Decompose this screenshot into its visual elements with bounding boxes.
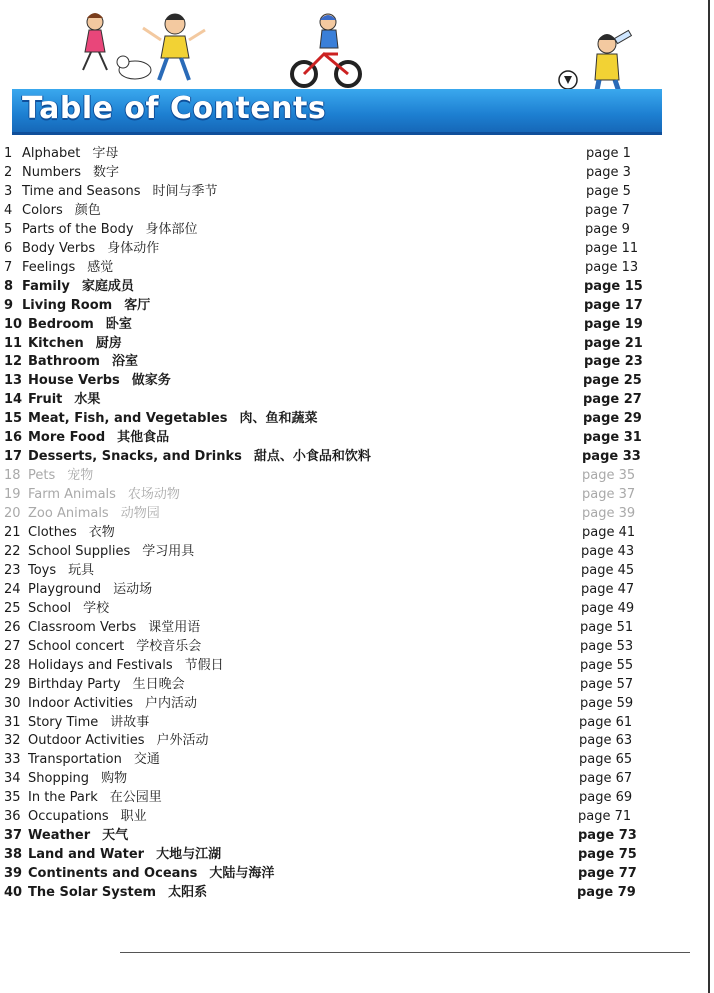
entry-number: 26 (4, 619, 21, 635)
entry-page-number: page 37 (582, 487, 636, 503)
entry-page-number: page 15 (584, 278, 643, 294)
entry-chinese-title: 其他食品 (117, 430, 170, 446)
entry-chinese-title: 浴室 (111, 354, 138, 370)
toc-entry (0, 599, 680, 618)
entry-number: 33 (4, 752, 21, 768)
entry-title: School concert (28, 638, 125, 654)
entry-chinese-title: 宠物 (67, 468, 94, 484)
entry-title: Transportation (28, 752, 122, 768)
toc-entry (0, 883, 680, 902)
toc-entry (0, 769, 680, 788)
entry-number: 1 (4, 146, 13, 161)
entry-number: 7 (4, 259, 13, 275)
entry-page-number: page 57 (580, 676, 634, 692)
entry-chinese-title: 节假日 (184, 657, 224, 673)
entry-chinese-title: 厨房 (95, 335, 122, 351)
entry-title: The Solar System (28, 885, 157, 901)
entry-chinese-title: 字母 (92, 146, 119, 161)
toc-entry (0, 826, 680, 845)
toc-entry (0, 694, 680, 713)
header (0, 0, 714, 140)
entry-title: Living Room (22, 297, 113, 313)
toc-entry (0, 561, 680, 580)
entry-number: 24 (4, 581, 21, 597)
entry-number: 36 (4, 809, 21, 825)
entry-title: School Supplies (28, 543, 131, 559)
entry-page-number: page 61 (579, 714, 633, 730)
toc-entry (0, 144, 680, 163)
entry-title: Numbers (22, 164, 81, 180)
entry-number: 15 (4, 411, 23, 427)
entry-page-number: page 21 (584, 335, 643, 351)
entry-chinese-title: 户外活动 (156, 733, 209, 749)
entry-title: Birthday Party (28, 676, 121, 692)
toc-entry (0, 258, 680, 277)
entry-page-number: page 43 (581, 543, 635, 559)
entry-number: 21 (4, 525, 21, 540)
entry-chinese-title: 天气 (102, 828, 129, 844)
entry-number: 6 (4, 240, 13, 256)
entry-chinese-title: 做家务 (131, 373, 171, 389)
entry-chinese-title: 讲故事 (110, 714, 150, 730)
entry-title: Outdoor Activities (28, 733, 145, 749)
entry-title: Zoo Animals (28, 506, 109, 522)
entry-chinese-title: 动物园 (120, 506, 160, 522)
entry-page-number: page 59 (580, 695, 634, 711)
entry-number: 31 (4, 714, 21, 730)
entry-title: Body Verbs (22, 240, 96, 256)
toc-entry (0, 523, 680, 542)
entry-number: 14 (4, 392, 23, 408)
toc-entry (0, 220, 680, 239)
entry-number: 37 (4, 828, 23, 844)
entry-page-number: page 7 (585, 202, 630, 218)
entry-chinese-title: 大陆与海洋 (209, 866, 275, 882)
entry-number: 11 (4, 335, 23, 351)
entry-title: Parts of the Body (22, 221, 134, 237)
entry-page-number: page 69 (579, 790, 633, 806)
toc-entry (0, 845, 680, 864)
entry-title: Kitchen (28, 335, 84, 351)
entry-chinese-title: 在公园里 (109, 790, 162, 806)
toc-entry (0, 713, 680, 732)
entry-page-number: page 19 (584, 316, 643, 332)
toc-entry (0, 277, 680, 296)
entry-chinese-title: 课堂用语 (148, 619, 201, 635)
entry-page-number: page 29 (583, 411, 642, 427)
entry-chinese-title: 职业 (120, 809, 147, 825)
toc-entry (0, 788, 680, 807)
entry-number: 10 (4, 316, 23, 332)
entry-title: Alphabet (22, 146, 81, 161)
entry-number: 30 (4, 695, 21, 711)
entry-chinese-title: 学习用具 (142, 543, 195, 559)
entry-title: Farm Animals (28, 487, 116, 503)
entry-title: House Verbs (28, 373, 120, 389)
entry-title: Toys (28, 562, 57, 578)
entry-title: Story Time (28, 714, 99, 730)
entry-page-number: page 45 (581, 562, 635, 578)
entry-title: More Food (28, 430, 106, 446)
toc-entry (0, 163, 680, 182)
entry-number: 20 (4, 506, 21, 522)
toc-entry (0, 428, 680, 447)
entry-title: Occupations (28, 809, 109, 825)
entry-title: Holidays and Festivals (28, 657, 173, 673)
entry-title: Classroom Verbs (28, 619, 137, 635)
entry-number: 5 (4, 221, 13, 237)
entry-number: 19 (4, 487, 21, 503)
toc-entry (0, 731, 680, 750)
entry-title: Fruit (28, 392, 63, 408)
entry-page-number: page 49 (581, 600, 635, 616)
entry-chinese-title: 身体部位 (145, 221, 198, 237)
entry-chinese-title: 交通 (133, 752, 160, 768)
title-banner (12, 89, 662, 135)
entry-title: Clothes (28, 525, 77, 540)
entry-page-number: page 77 (578, 866, 637, 882)
entry-number: 22 (4, 543, 21, 559)
entry-page-number: page 33 (582, 449, 641, 465)
entry-page-number: page 31 (583, 430, 642, 446)
entry-chinese-title: 水果 (74, 392, 101, 408)
toc-entry (0, 580, 680, 599)
entry-page-number: page 51 (580, 619, 634, 635)
entry-number: 16 (4, 430, 23, 446)
entry-number: 29 (4, 676, 21, 692)
toc-entry (0, 618, 680, 637)
entry-number: 39 (4, 866, 23, 882)
entry-title: Weather (28, 828, 91, 844)
entry-page-number: page 67 (579, 771, 633, 787)
entry-chinese-title: 数字 (93, 164, 120, 180)
entry-chinese-title: 甜点、小食品和饮料 (253, 449, 371, 465)
entry-title: Bathroom (28, 354, 100, 370)
toc-entry (0, 542, 680, 561)
entry-title: Colors (22, 202, 63, 218)
entry-number: 8 (4, 278, 14, 294)
entry-title: Pets (28, 468, 56, 484)
toc-entry (0, 807, 680, 826)
bicycle-rider-illustration (288, 12, 368, 92)
children-dog-illustration (65, 10, 215, 90)
entry-page-number: page 53 (580, 638, 634, 654)
entry-chinese-title: 学校音乐会 (136, 638, 202, 654)
entry-chinese-title: 学校 (83, 600, 110, 616)
entry-title: Shopping (28, 771, 90, 787)
entry-number: 13 (4, 373, 23, 389)
entry-page-number: page 13 (585, 259, 639, 275)
toc-entry (0, 315, 680, 334)
entry-page-number: page 9 (585, 221, 630, 237)
entry-title: Family (22, 278, 70, 294)
entry-number: 25 (4, 600, 21, 616)
entry-chinese-title: 家庭成员 (81, 278, 134, 294)
entry-chinese-title: 身体动作 (107, 240, 160, 256)
entry-number: 4 (4, 202, 13, 218)
toc-entry (0, 239, 680, 258)
entry-number: 32 (4, 733, 21, 749)
entry-title: Time and Seasons (22, 183, 141, 199)
toc-entry (0, 201, 680, 220)
toc-entry (0, 352, 680, 371)
toc-entry (0, 334, 680, 353)
entry-chinese-title: 购物 (101, 771, 128, 787)
entry-page-number: page 41 (582, 525, 636, 540)
entry-title: Feelings (22, 259, 76, 275)
entry-number: 34 (4, 771, 21, 787)
toc-entry (0, 485, 680, 504)
entry-title: School (28, 600, 72, 616)
entry-page-number: page 11 (585, 240, 639, 256)
toc-entry (0, 390, 680, 409)
entry-chinese-title: 太阳系 (168, 885, 208, 901)
entry-page-number: page 73 (578, 828, 637, 844)
entry-page-number: page 65 (579, 752, 633, 768)
entry-title: Desserts, Snacks, and Drinks (28, 449, 242, 465)
toc-entry (0, 296, 680, 315)
entry-page-number: page 55 (580, 657, 634, 673)
entry-number: 27 (4, 638, 21, 654)
entry-number: 35 (4, 790, 21, 806)
entry-number: 40 (4, 885, 23, 901)
toc-entry (0, 504, 680, 523)
toc-entry (0, 864, 680, 883)
entry-page-number: page 63 (579, 733, 633, 749)
toc-entry (0, 637, 680, 656)
entry-page-number: page 3 (586, 164, 631, 180)
entry-chinese-title: 户内活动 (145, 695, 198, 711)
toc-entry (0, 675, 680, 694)
toc-entry (0, 466, 680, 485)
entry-number: 28 (4, 657, 21, 673)
entry-chinese-title: 大地与江湖 (156, 847, 222, 863)
entry-page-number: page 5 (586, 183, 631, 199)
entry-chinese-title: 卧室 (105, 316, 132, 332)
entry-number: 23 (4, 562, 21, 578)
entry-chinese-title: 衣物 (88, 525, 115, 540)
bottom-rule (120, 952, 690, 953)
entry-number: 3 (4, 183, 13, 199)
entry-title: Indoor Activities (28, 695, 134, 711)
entry-chinese-title: 时间与季节 (152, 183, 218, 199)
entry-page-number: page 79 (577, 885, 636, 901)
entry-chinese-title: 运动场 (113, 581, 153, 597)
entry-page-number: page 75 (578, 847, 637, 863)
entry-number: 17 (4, 449, 23, 465)
entry-chinese-title: 感觉 (87, 259, 114, 275)
page-title: Table of Contents (22, 91, 327, 126)
entry-title: Continents and Oceans (28, 866, 198, 882)
entry-chinese-title: 颜色 (74, 202, 101, 218)
toc-entry (0, 409, 680, 428)
toc-entry (0, 656, 680, 675)
entry-page-number: page 17 (584, 297, 643, 313)
entry-chinese-title: 客厅 (124, 297, 151, 313)
entry-title: In the Park (28, 790, 98, 806)
toc-entry (0, 447, 680, 466)
page-edge-line (708, 0, 710, 993)
entry-number: 18 (4, 468, 21, 484)
entry-page-number: page 25 (583, 373, 642, 389)
entry-number: 38 (4, 847, 23, 863)
entry-title: Meat, Fish, and Vegetables (28, 411, 228, 427)
entry-title: Land and Water (28, 847, 145, 863)
entry-page-number: page 27 (583, 392, 642, 408)
entry-chinese-title: 肉、鱼和蔬菜 (239, 411, 318, 427)
entry-chinese-title: 玩具 (68, 562, 95, 578)
toc-entry (0, 182, 680, 201)
entry-page-number: page 23 (584, 354, 643, 370)
entry-title: Playground (28, 581, 102, 597)
entry-number: 12 (4, 354, 23, 370)
entry-title: Bedroom (28, 316, 94, 332)
toc-entry (0, 750, 680, 769)
entry-number: 9 (4, 297, 14, 313)
entry-chinese-title: 生日晚会 (132, 676, 185, 692)
entry-page-number: page 35 (582, 468, 636, 484)
entry-page-number: page 1 (586, 146, 631, 161)
entry-page-number: page 39 (582, 506, 636, 522)
entry-page-number: page 71 (578, 809, 632, 825)
entry-page-number: page 47 (581, 581, 635, 597)
entry-number: 2 (4, 164, 13, 180)
entry-chinese-title: 农场动物 (127, 487, 180, 503)
toc-entry (0, 371, 680, 390)
